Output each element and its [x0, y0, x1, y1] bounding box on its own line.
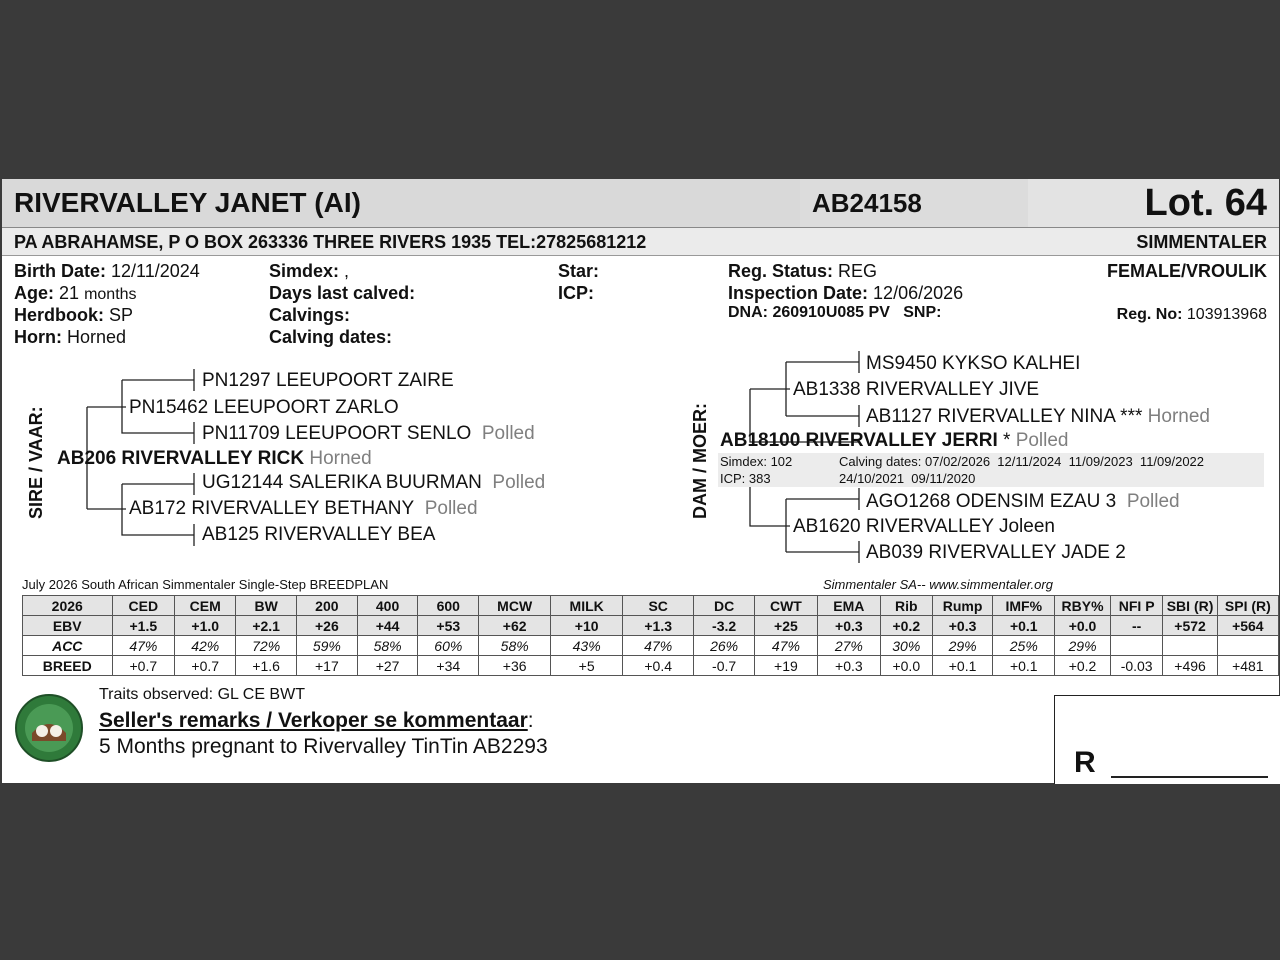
calving-dates: Calving dates:: [269, 327, 393, 347]
dam-calving-dates-2: 24/10/2021 09/11/2020: [839, 471, 976, 486]
ebv-col-header: 600: [418, 596, 479, 616]
dam-label: DAM / MOER:: [690, 403, 710, 519]
sire-dam: AB172 RIVERVALLEY BETHANY Polled: [129, 498, 478, 519]
ebv-cell: 25%: [993, 636, 1055, 656]
ebv-cell: [1163, 636, 1217, 656]
dam-dam: AB1620 RIVERVALLEY Joleen: [793, 516, 1055, 537]
reg-status: Reg. Status: REG: [728, 261, 878, 281]
owner-line: PA ABRAHAMSE, P O BOX 263336 THREE RIVERS 1935 TEL:27825681212: [14, 232, 647, 252]
ebv-col-header: BW: [236, 596, 297, 616]
ebv-cell: +1.6: [236, 656, 297, 676]
ebv-cell: 58%: [357, 636, 418, 656]
ebv-cell: [1110, 636, 1163, 656]
ebv-cell: -3.2: [694, 616, 755, 636]
ebv-cell: +34: [418, 656, 479, 676]
simmentaler-logo: [14, 693, 84, 763]
dna: DNA: 260910U085 PV SNP:: [728, 304, 942, 321]
ebv-cell: 47%: [754, 636, 817, 656]
breedplan-title: July 2026 South African Simmentaler Single-Step BREEDPLAN: [22, 577, 389, 592]
ebv-cell: +1.3: [623, 616, 694, 636]
ebv-col-header: 200: [297, 596, 358, 616]
breed-row: [23, 656, 1279, 676]
ebv-cell: +0.1: [993, 616, 1055, 636]
reg-code: AB24158: [812, 188, 922, 218]
ebv-cell: 26%: [694, 636, 755, 656]
ebv-cell: 60%: [418, 636, 479, 656]
ebv-cell: +36: [479, 656, 551, 676]
herdbook: Herdbook: SP: [14, 305, 134, 325]
ebv-cell: [1217, 636, 1278, 656]
reg-no: Reg. No: 103913968: [1116, 306, 1267, 323]
remarks-text: 5 Months pregnant to Rivervalley TinTin AB2293: [99, 735, 548, 758]
breed-label: SIMMENTALER: [1136, 232, 1267, 252]
dam-sire-sire: MS9450 KYKSO KALHEI: [866, 353, 1081, 374]
sign-label: R: [1074, 746, 1096, 779]
sign-line: [1111, 776, 1268, 778]
acc-row: [23, 636, 1279, 656]
ebv-cell: +481: [1217, 656, 1278, 676]
age: Age: 21 months: [14, 283, 137, 303]
ebv-table: [22, 595, 1279, 676]
ebv-col-header: 2026: [23, 596, 113, 616]
ebv-cell: +0.0: [1055, 616, 1111, 636]
ebv-col-header: CEM: [175, 596, 236, 616]
sire-sire: PN15462 LEEUPOORT ZARLO: [129, 397, 399, 418]
ebv-cell: +0.3: [817, 616, 880, 636]
star: Star:: [558, 261, 600, 281]
ebv-col-header: SC: [623, 596, 694, 616]
ebv-col-header: Rib: [880, 596, 932, 616]
sire-sire-dam: PN11709 LEEUPOORT SENLO Polled: [202, 423, 535, 444]
ebv-cell: +0.2: [880, 616, 932, 636]
ebv-col-header: NFI P: [1110, 596, 1163, 616]
ebv-cell: 58%: [479, 636, 551, 656]
lot-number: Lot. 64: [1144, 182, 1267, 224]
ebv-col-header: MCW: [479, 596, 551, 616]
horn: Horn: Horned: [14, 327, 127, 347]
ebv-cell: 29%: [1055, 636, 1111, 656]
ebv-row: [23, 616, 1279, 636]
ebv-cell: +1.0: [175, 616, 236, 636]
ebv-cell: +0.0: [880, 656, 932, 676]
ebv-cell: 30%: [880, 636, 932, 656]
ebv-col-header: DC: [694, 596, 755, 616]
traits-observed: Traits observed: GL CE BWT: [99, 686, 305, 703]
ebv-cell: -0.7: [694, 656, 755, 676]
dam-calving-dates-1: Calving dates: 07/02/2026 12/11/2024 11/09/2023 11/09/2022: [839, 454, 1205, 469]
ebv-cell: --: [1110, 616, 1163, 636]
ebv-cell: +62: [479, 616, 551, 636]
lot-card: [2, 179, 1279, 783]
ebv-col-header: SPI (R): [1217, 596, 1278, 616]
ebv-cell: 27%: [817, 636, 880, 656]
ebv-col-header: MILK: [551, 596, 623, 616]
days-last-calved: Days last calved:: [269, 283, 416, 303]
ebv-cell: -0.03: [1110, 656, 1163, 676]
breedplan-site: Simmentaler SA-- www.simmentaler.org: [823, 577, 1053, 592]
ebv-cell: 72%: [236, 636, 297, 656]
sire-sire-sire: PN1297 LEEUPOORT ZAIRE: [202, 370, 454, 391]
ebv-col-header: Rump: [932, 596, 993, 616]
ebv-cell: +0.1: [993, 656, 1055, 676]
dam-simdex: Simdex: 102: [720, 454, 793, 469]
ebv-col-header: 400: [357, 596, 418, 616]
ebv-col-header: EMA: [817, 596, 880, 616]
ebv-row-label: ACC: [23, 636, 113, 656]
ebv-col-header: SBI (R): [1163, 596, 1217, 616]
ebv-col-header: CWT: [754, 596, 817, 616]
ebv-cell: +0.3: [817, 656, 880, 676]
birth-date: Birth Date: 12/11/2024: [14, 261, 200, 281]
ebv-cell: +17: [297, 656, 358, 676]
simdex: Simdex: ,: [269, 261, 350, 281]
ebv-col-header: RBY%: [1055, 596, 1111, 616]
ebv-row-label: EBV: [23, 616, 113, 636]
ebv-cell: +25: [754, 616, 817, 636]
dam-icp: ICP: 383: [720, 471, 771, 486]
inspection-date: Inspection Date: 12/06/2026: [728, 283, 964, 303]
dam-dam-dam: AB039 RIVERVALLEY JADE 2: [866, 542, 1126, 563]
ebv-cell: +10: [551, 616, 623, 636]
ebv-cell: 47%: [112, 636, 175, 656]
ebv-cell: +1.5: [112, 616, 175, 636]
dam-name: AB18100 RIVERVALLEY JERRI * Polled: [720, 430, 1069, 451]
ebv-cell: +26: [297, 616, 358, 636]
sire-dam-dam: AB125 RIVERVALLEY BEA: [202, 524, 436, 545]
ebv-col-header: IMF%: [993, 596, 1055, 616]
ebv-cell: +53: [418, 616, 479, 636]
ebv-cell: +496: [1163, 656, 1217, 676]
ebv-cell: +0.3: [932, 616, 993, 636]
ebv-cell: +0.4: [623, 656, 694, 676]
sire-name: AB206 RIVERVALLEY RICK Horned: [57, 448, 372, 469]
sire-dam-sire: UG12144 SALERIKA BUURMAN Polled: [202, 472, 546, 493]
ebv-cell: +27: [357, 656, 418, 676]
dam-sire: AB1338 RIVERVALLEY JIVE: [793, 379, 1040, 400]
animal-name: RIVERVALLEY JANET (AI): [14, 187, 361, 218]
sire-label: SIRE / VAAR:: [26, 406, 46, 519]
ebv-cell: 42%: [175, 636, 236, 656]
remarks-heading: Seller's remarks / Verkoper se kommentaar:: [99, 709, 534, 732]
ebv-cell: +0.7: [175, 656, 236, 676]
calvings: Calvings:: [269, 305, 351, 325]
dam-sire-dam: AB1127 RIVERVALLEY NINA *** Horned: [866, 406, 1210, 427]
ebv-col-header: CED: [112, 596, 175, 616]
ebv-cell: +0.2: [1055, 656, 1111, 676]
ebv-cell: 59%: [297, 636, 358, 656]
ebv-cell: 43%: [551, 636, 623, 656]
ebv-row-label: BREED: [23, 656, 113, 676]
ebv-cell: 47%: [623, 636, 694, 656]
ebv-cell: +44: [357, 616, 418, 636]
ebv-cell: +0.7: [112, 656, 175, 676]
ebv-cell: +0.1: [932, 656, 993, 676]
dam-dam-sire: AGO1268 ODENSIM EZAU 3 Polled: [866, 491, 1180, 512]
ebv-cell: 29%: [932, 636, 993, 656]
ebv-cell: +5: [551, 656, 623, 676]
signature-box: [1054, 695, 1280, 784]
ebv-cell: +2.1: [236, 616, 297, 636]
ebv-cell: +19: [754, 656, 817, 676]
ebv-header-row: [23, 596, 1279, 616]
ebv-cell: +564: [1217, 616, 1278, 636]
ebv-cell: +572: [1163, 616, 1217, 636]
sex: FEMALE/VROULIK: [1107, 261, 1267, 281]
icp: ICP:: [558, 283, 594, 303]
